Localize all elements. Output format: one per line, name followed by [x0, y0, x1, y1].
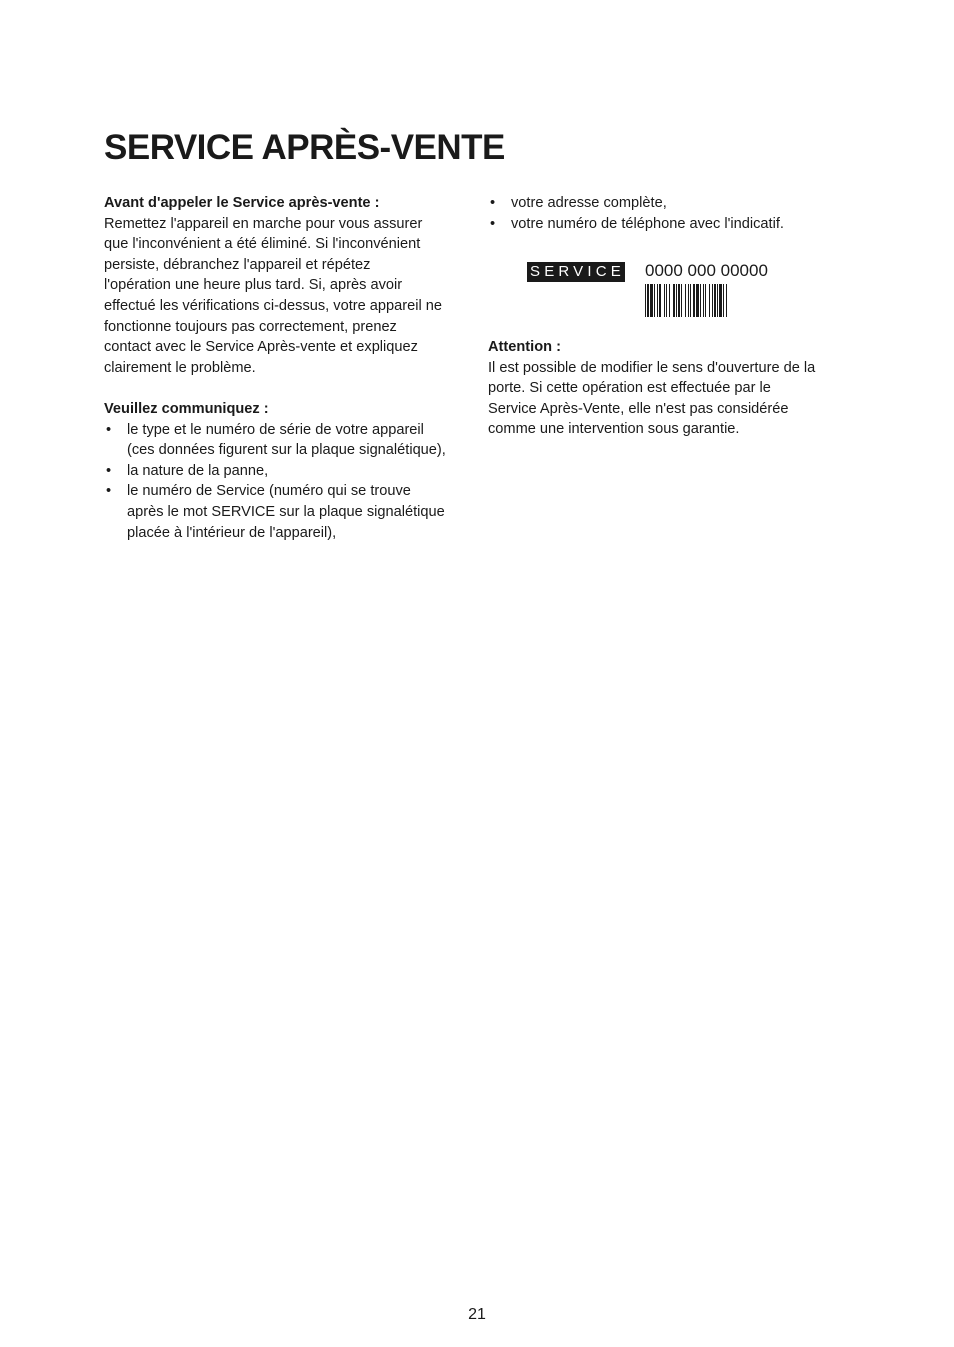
list-item-line: (ces données figurent sur la plaque signalétique), — [127, 442, 446, 459]
service-number: 0000 000 00000 — [645, 261, 768, 280]
text-line: Il est possible de modifier le sens d'ouverture de la — [488, 359, 816, 376]
barcode-icon — [645, 284, 778, 317]
text-line: clairement le problème. — [104, 359, 256, 376]
list-item — [104, 420, 469, 461]
info-list-continued — [488, 193, 848, 234]
list-item — [488, 214, 848, 235]
text-line: Remettez l'appareil en marche pour vous assurer — [104, 215, 423, 232]
list-item-line: le numéro de Service (numéro qui se trouve — [127, 483, 411, 500]
page-title: SERVICE APRÈS-VENTE — [104, 128, 505, 167]
list-item-line: votre adresse complète, — [511, 195, 667, 211]
bullet-icon: • — [106, 483, 112, 500]
text-line: effectué les vérifications ci-dessus, votre appareil ne — [104, 297, 442, 314]
left-column — [104, 193, 469, 543]
text-line: fonctionne toujours pas correctement, prenez — [104, 318, 397, 335]
page-number: 21 — [468, 1306, 486, 1323]
list-item-line: placée à l'intérieur de l'appareil), — [127, 524, 337, 541]
text-line: persiste, débranchez l'appareil et répétez — [104, 256, 371, 273]
list-item — [488, 193, 848, 214]
list-item-line: après le mot SERVICE sur la plaque signalétique — [127, 503, 445, 520]
list-item — [104, 461, 469, 482]
text-line: comme une intervention sous garantie. — [488, 421, 740, 438]
attention-block — [488, 337, 848, 440]
bullet-icon: • — [490, 195, 496, 211]
text-line: que l'inconvénient a été éliminé. Si l'inconvénient — [104, 236, 421, 253]
text-line: l'opération une heure plus tard. Si, après avoir — [104, 277, 403, 294]
bullet-icon: • — [490, 215, 496, 232]
list-item-line: le type et le numéro de série de votre appareil — [127, 421, 424, 438]
list-item-line: la nature de la panne, — [127, 462, 269, 479]
bullet-icon: • — [106, 462, 112, 479]
section-heading-please-provide: Veuillez communiquez : — [104, 400, 269, 417]
attention-heading: Attention : — [488, 339, 561, 355]
before-calling-text — [104, 214, 469, 379]
text-line: Service Après-Vente, elle n'est pas considérée — [488, 400, 789, 417]
info-list — [104, 420, 469, 544]
bullet-icon: • — [106, 421, 112, 438]
text-line: contact avec le Service Après-vente et expliquez — [104, 339, 418, 356]
section-heading-before-calling: Avant d'appeler le Service après-vente : — [104, 195, 380, 211]
service-tag: SERVICE — [527, 262, 625, 282]
list-item — [104, 481, 469, 543]
right-column — [488, 193, 848, 234]
text-line: porte. Si cette opération est effectuée par le — [488, 380, 771, 397]
list-item-line: votre numéro de téléphone avec l'indicatif. — [511, 215, 784, 232]
service-label — [527, 262, 635, 282]
